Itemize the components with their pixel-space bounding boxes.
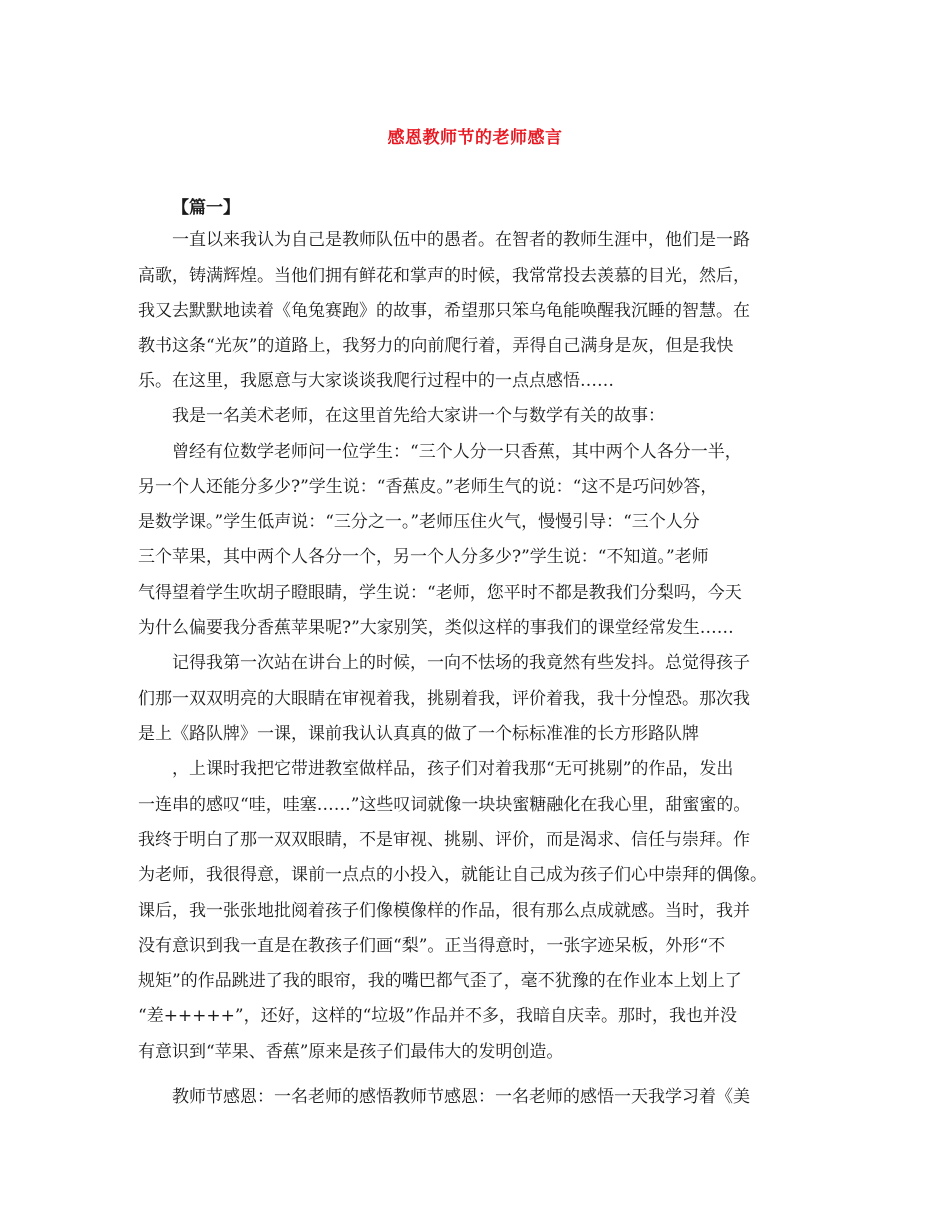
- text-line: 们那一双双明亮的大眼睛在审视着我，挑剔着我，评价着我，我十分惶恐。那次我: [138, 689, 750, 709]
- text-line: 我终于明白了那一双双眼睛，不是审视、挑剔、评价，而是渴求、信任与崇拜。作: [138, 830, 750, 850]
- text-line: 一连串的感叹“哇，哇塞……”这些叹词就像一块块蜜糖融化在我心里，甜蜜蜜的。: [138, 795, 751, 815]
- text-line: 有意识到“苹果、香蕉”原来是孩子们最伟大的发明创造。: [138, 1042, 564, 1062]
- text-line: 规矩”的作品跳进了我的眼帘，我的嘴巴都气歪了，毫不犹豫的在作业本上划上了: [138, 971, 742, 991]
- text-line: 是数学课。”学生低声说：“三分之一。”老师压住火气，慢慢引导：“三个人分: [138, 512, 700, 532]
- text-line: 曾经有位数学老师问一位学生：“三个人分一只香蕉，其中两个人各分一半，: [172, 442, 742, 462]
- text-line: 乐。在这里，我愿意与大家谈谈我爬行过程中的一点点感悟……: [138, 371, 614, 391]
- text-line: 记得我第一次站在讲台上的时候，一向不怯场的我竟然有些发抖。总觉得孩子: [172, 653, 750, 673]
- document-title: 感恩教师节的老师感言: [387, 128, 563, 148]
- text-line: 教书这条“光灰”的道路上，我努力的向前爬行着，弄得自己满身是灰，但是我快: [138, 336, 734, 356]
- text-line: 为老师，我很得意，课前一点点的小投入，就能让自己成为孩子们心中崇拜的偶像。: [138, 865, 767, 885]
- text-line: 为什么偏要我分香蕉苹果呢?”大家别笑，类似这样的事我们的课堂经常发生……: [138, 618, 734, 638]
- text-line: 另一个人还能分多少?”学生说：“香蕉皮。”老师生气的说：“这不是巧问妙答，: [138, 477, 718, 497]
- text-line: 我是一名美术老师，在这里首先给大家讲一个与数学有关的故事：: [172, 406, 665, 426]
- section-label: 【篇一】: [172, 198, 240, 218]
- text-line: 我又去默默地读着《龟兔赛跑》的故事，希望那只笨乌龟能唤醒我沉睡的智慧。在: [138, 301, 750, 321]
- text-line: 高歌，铸满辉煌。当他们拥有鲜花和掌声的时候，我常常投去羡慕的目光，然后，: [138, 266, 750, 286]
- text-line: 课后，我一张张地批阅着孩子们像模像样的作品，很有那么点成就感。当时，我并: [138, 901, 750, 921]
- text-line: 气得望着学生吹胡子瞪眼睛，学生说：“老师，您平时不都是教我们分梨吗，今天: [138, 583, 742, 603]
- text-line: “差+++++”，还好，这样的“垃圾”作品并不多，我暗自庆幸。那时，我也并没: [138, 1006, 737, 1026]
- text-line: 教师节感恩：一名老师的感悟教师节感恩：一名老师的感悟一天我学习着《美: [172, 1087, 750, 1107]
- text-line: 三个苹果，其中两个人各分一个，另一个人分多少?”学生说：“不知道。”老师: [138, 547, 709, 567]
- text-line: 没有意识到我一直是在教孩子们画“梨”。正当得意时，一张字迹呆板，外形“不: [138, 936, 726, 956]
- text-line: ，上课时我把它带进教室做样品，孩子们对着我那“无可挑剔”的作品，发出: [172, 759, 734, 779]
- text-line: 一直以来我认为自己是教师队伍中的愚者。在智者的教师生涯中，他们是一路: [172, 230, 750, 250]
- text-line: 是上《路队牌》一课，课前我认认真真的做了一个标标准准的长方形路队牌: [138, 724, 699, 744]
